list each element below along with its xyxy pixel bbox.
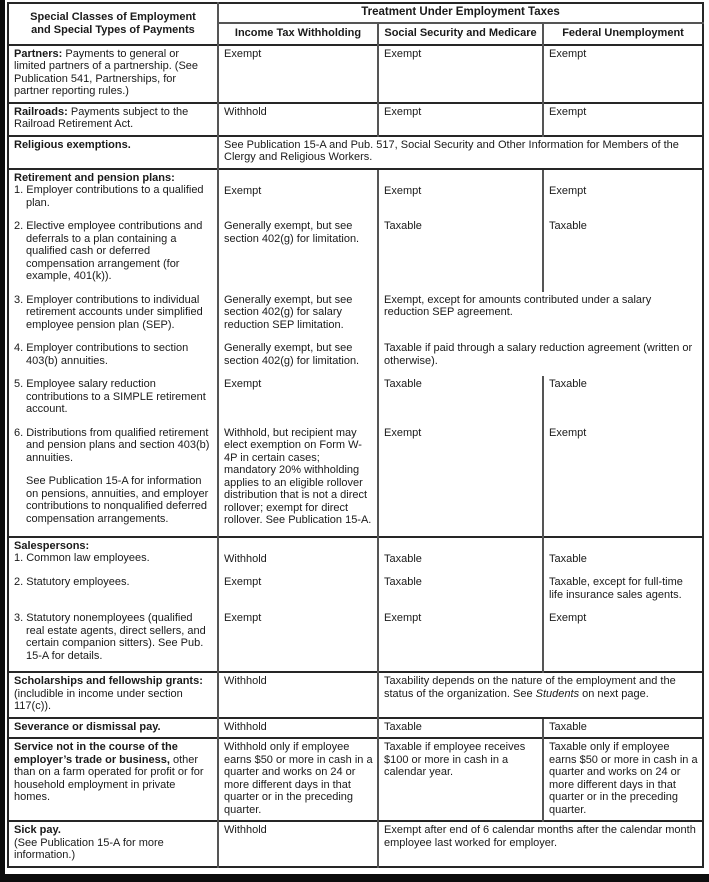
treatment-cell bbox=[378, 574, 543, 610]
cell-paragraph bbox=[224, 48, 373, 61]
treatment-cell bbox=[378, 718, 543, 739]
table-row-partners bbox=[8, 45, 703, 103]
cell-paragraph bbox=[549, 612, 698, 625]
text: Exempt bbox=[549, 184, 587, 197]
cell-paragraph bbox=[384, 378, 538, 391]
text: 3. Employer contributions to individual retirement accounts under simplified employee pension plan (SEP). bbox=[14, 293, 203, 331]
bold-text: Scholarships and fellowship grants: bbox=[14, 675, 203, 687]
treatment-cell bbox=[218, 292, 378, 341]
cell-paragraph bbox=[384, 612, 538, 625]
cell-paragraph bbox=[224, 106, 373, 119]
text: Taxable bbox=[384, 576, 422, 588]
cell-paragraph bbox=[224, 576, 373, 589]
treatment-cell bbox=[378, 610, 543, 672]
text: 2. Elective employee contributions and deferrals to a plan containing a qualified cash or deferred compensation arrangement (for example, 401(k)). bbox=[14, 220, 203, 282]
text: Withhold bbox=[224, 720, 267, 733]
treatment-cell bbox=[218, 376, 378, 425]
text: Withhold, but recipient may elect exemption on Form W-4P in certain cases; mandatory 20% withholding applies to an eligible rollover distribution that is not a direct rollover; exempt for direct rollover. See Publication 15-A. bbox=[224, 426, 372, 526]
treatment-cell bbox=[543, 610, 703, 672]
cell-paragraph bbox=[384, 576, 538, 589]
cell-paragraph bbox=[14, 741, 213, 804]
cell-paragraph bbox=[549, 106, 698, 119]
italic-text: Students bbox=[535, 687, 580, 700]
table-row-retirement-and-pension-plans-1 bbox=[8, 169, 703, 219]
cell-paragraph bbox=[14, 139, 213, 152]
cell-paragraph bbox=[384, 294, 698, 319]
treatment-cell bbox=[378, 537, 543, 575]
corner-header-special-classes: Special Classes of Employment and Special Types of Payments bbox=[30, 10, 196, 36]
text: Exempt bbox=[224, 378, 262, 390]
bold-text: Service not in the course of the employer’s trade or business, bbox=[14, 741, 178, 766]
treatment-cell bbox=[543, 45, 703, 103]
text: Exempt bbox=[224, 576, 262, 588]
text: Exempt bbox=[549, 47, 587, 60]
cell-paragraph bbox=[549, 576, 698, 601]
bold-text: Partners: bbox=[14, 47, 63, 60]
treatment-cell bbox=[378, 169, 543, 219]
cell-paragraph bbox=[14, 48, 213, 98]
cell-paragraph bbox=[224, 721, 373, 734]
text: 1. Common law employees. bbox=[14, 552, 150, 564]
text: Exempt bbox=[224, 184, 262, 197]
column-header-income-tax-withholding: Income Tax Withholding bbox=[218, 23, 378, 45]
cell-paragraph bbox=[14, 184, 213, 209]
cell-paragraph bbox=[384, 741, 538, 779]
treatment-cell bbox=[218, 574, 378, 610]
row-label-cell bbox=[8, 103, 218, 136]
cell-paragraph bbox=[14, 172, 213, 185]
row-label-cell bbox=[8, 821, 218, 867]
treatment-cell bbox=[218, 340, 378, 376]
treatment-cell bbox=[543, 218, 703, 292]
cell-paragraph bbox=[224, 824, 373, 837]
text: Taxable, except for full-time life insurance sales agents. bbox=[549, 576, 683, 601]
cell-paragraph bbox=[384, 721, 538, 734]
treatment-cell bbox=[218, 136, 703, 169]
treatment-cell bbox=[543, 425, 703, 537]
table-row-salespersons-3 bbox=[8, 610, 703, 672]
row-label-cell bbox=[8, 425, 218, 537]
text: 3. Statutory nonemployees (qualified real estate agents, direct sellers, and certain companion sitters). See Pub. 15-A for details. bbox=[14, 612, 206, 662]
treatment-cell bbox=[218, 672, 378, 718]
cell-paragraph bbox=[224, 553, 373, 566]
text: Payments subject to the Railroad Retirement Act. bbox=[14, 105, 189, 130]
cell-paragraph bbox=[384, 106, 538, 119]
cell-paragraph bbox=[549, 553, 698, 566]
row-label-cell bbox=[8, 340, 218, 376]
text: other than on a farm operated for profit or for household employment in private homes. bbox=[14, 753, 204, 803]
cell-paragraph bbox=[549, 220, 698, 233]
cell-paragraph bbox=[224, 220, 373, 245]
treatment-cell bbox=[218, 610, 378, 672]
column-header-social-security-medicare: Social Security and Medicare bbox=[378, 23, 543, 45]
cell-paragraph bbox=[384, 342, 698, 367]
row-label-cell bbox=[8, 45, 218, 103]
table-row-railroads bbox=[8, 103, 703, 136]
text: 4. Employer contributions to section 403(b) annuities. bbox=[14, 342, 189, 367]
table-body bbox=[8, 45, 703, 867]
table-row-salespersons-2 bbox=[8, 574, 703, 610]
treatment-cell bbox=[378, 425, 543, 537]
text: Taxability depends on the nature of the employment and the status of the organization. See bbox=[384, 675, 676, 700]
text: 2. Statutory employees. bbox=[14, 576, 130, 588]
cell-paragraph bbox=[224, 139, 698, 164]
treatment-cell bbox=[378, 103, 543, 136]
table-row-retirement-and-pension-plans-6 bbox=[8, 425, 703, 537]
table-header-row-group bbox=[8, 3, 703, 23]
text: (See Publication 15-A for more information.) bbox=[14, 836, 164, 861]
table-row-service-not-in-course-of-business bbox=[8, 738, 703, 821]
treatment-cell bbox=[543, 376, 703, 425]
text: Taxable bbox=[384, 552, 422, 565]
table-row-religious-exemptions bbox=[8, 136, 703, 169]
row-label-cell bbox=[8, 718, 218, 739]
text: Taxable only if employee earns $50 or more in cash in a quarter and works on 24 or more different days in that quarter or in the preceding quarter. bbox=[549, 741, 698, 816]
row-label-cell bbox=[8, 672, 218, 718]
cell-paragraph bbox=[384, 220, 538, 233]
text: Exempt bbox=[384, 612, 422, 624]
cell-paragraph bbox=[384, 185, 538, 198]
column-header-federal-unemployment: Federal Unemployment bbox=[543, 23, 703, 45]
cell-paragraph bbox=[14, 106, 213, 131]
table-row-retirement-and-pension-plans-3 bbox=[8, 292, 703, 341]
cell-paragraph bbox=[384, 675, 698, 700]
text: Exempt bbox=[384, 47, 422, 60]
treatment-cell bbox=[543, 537, 703, 575]
text: Taxable if employee receives $100 or more in cash in a calendar year. bbox=[384, 741, 526, 778]
text: Withhold bbox=[224, 552, 267, 565]
cell-paragraph bbox=[14, 576, 213, 589]
treatment-cell bbox=[378, 738, 543, 821]
treatment-cell bbox=[378, 292, 703, 341]
cell-paragraph bbox=[224, 675, 373, 688]
cell-paragraph bbox=[14, 427, 213, 465]
cell-paragraph bbox=[384, 427, 538, 440]
table-row-retirement-and-pension-plans-4 bbox=[8, 340, 703, 376]
treatment-cell bbox=[378, 340, 703, 376]
page-edge-left-bar bbox=[0, 0, 5, 882]
text: Withhold only if employee earns $50 or more in cash in a quarter and works on 24 or more different days in that quarter or in the preceding quarter. bbox=[224, 741, 373, 816]
text: Taxable if paid through a salary reduction agreement (written or otherwise). bbox=[384, 342, 693, 367]
text: Exempt, except for amounts contributed under a salary reduction SEP agreement. bbox=[384, 293, 652, 318]
text: Exempt bbox=[549, 105, 587, 118]
text: (includible in income under section 117(c)). bbox=[14, 687, 183, 712]
cell-paragraph bbox=[14, 294, 213, 332]
bold-text: Religious exemptions. bbox=[14, 138, 131, 151]
text: Generally exempt, but see section 402(g) for limitation. bbox=[224, 342, 360, 367]
cell-paragraph bbox=[224, 185, 373, 198]
text: Generally exempt, but see section 402(g) for limitation. bbox=[224, 220, 360, 245]
text: Taxable bbox=[549, 552, 587, 565]
treatment-cell bbox=[218, 738, 378, 821]
row-label-cell bbox=[8, 292, 218, 341]
row-label-cell bbox=[8, 574, 218, 610]
cell-paragraph bbox=[384, 553, 538, 566]
text: Generally exempt, but see section 402(g) for salary reduction SEP limitation. bbox=[224, 293, 353, 331]
text: Exempt bbox=[384, 105, 422, 118]
cell-paragraph bbox=[14, 612, 213, 662]
bold-text: Sick pay. bbox=[14, 824, 61, 836]
cell-paragraph bbox=[224, 294, 373, 332]
cell-paragraph bbox=[549, 185, 698, 198]
text: Exempt bbox=[549, 612, 587, 624]
text: Exempt bbox=[384, 426, 422, 439]
text: Taxable bbox=[549, 220, 587, 232]
treatment-cell bbox=[218, 218, 378, 292]
table-row-scholarships-and-fellowship-grants bbox=[8, 672, 703, 718]
text: See Publication 15-A and Pub. 517, Social Security and Other Information for Members of the Clergy and Religious Workers. bbox=[224, 138, 679, 163]
text: Taxable bbox=[384, 378, 422, 390]
bold-text: Salespersons: bbox=[14, 539, 90, 552]
treatment-cell bbox=[218, 821, 378, 867]
treatment-cell bbox=[378, 376, 543, 425]
cell-paragraph bbox=[224, 378, 373, 391]
text: Taxable bbox=[384, 720, 422, 733]
bold-text: Railroads: bbox=[14, 105, 68, 118]
row-label-cell bbox=[8, 610, 218, 672]
cell-paragraph bbox=[14, 721, 213, 734]
row-label-cell bbox=[8, 376, 218, 425]
text: Exempt bbox=[224, 612, 262, 624]
cell-paragraph bbox=[14, 540, 213, 553]
row-label-cell bbox=[8, 537, 218, 575]
text: Withhold bbox=[224, 675, 267, 687]
table-row-salespersons-1 bbox=[8, 537, 703, 575]
text: Withhold bbox=[224, 105, 267, 118]
row-label-cell bbox=[8, 738, 218, 821]
page-edge-bottom-bar bbox=[0, 874, 709, 882]
bold-text: Retirement and pension plans: bbox=[14, 171, 175, 184]
cell-paragraph bbox=[224, 427, 373, 527]
text: Taxable bbox=[384, 220, 422, 232]
cell-paragraph bbox=[384, 824, 698, 849]
cell-paragraph bbox=[14, 475, 213, 525]
text: on next page. bbox=[579, 687, 649, 700]
treatment-cell bbox=[378, 45, 543, 103]
text: Payments to general or limited partners of a partnership. (See Publication 541, Partnerships, for partner reporting rules.) bbox=[14, 47, 199, 97]
cell-paragraph bbox=[384, 48, 538, 61]
cell-paragraph bbox=[14, 675, 213, 688]
text: Exempt bbox=[384, 184, 422, 197]
employment-tax-treatment-table bbox=[7, 2, 704, 868]
treatment-cell bbox=[218, 45, 378, 103]
table-row-severance-or-dismissal-pay bbox=[8, 718, 703, 739]
text: 6. Distributions from qualified retirement and pension plans and section 403(b) annuities. bbox=[14, 426, 210, 464]
cell-paragraph bbox=[549, 48, 698, 61]
text: 1. Employer contributions to a qualified plan. bbox=[14, 184, 204, 209]
group-header-treatment: Treatment Under Employment Taxes bbox=[218, 3, 703, 23]
row-label-cell bbox=[8, 136, 218, 169]
cell-paragraph bbox=[14, 824, 213, 837]
cell-paragraph bbox=[224, 741, 373, 816]
table-row-retirement-and-pension-plans-2 bbox=[8, 218, 703, 292]
cell-paragraph bbox=[549, 427, 698, 440]
treatment-cell bbox=[218, 103, 378, 136]
cell-paragraph bbox=[14, 342, 213, 367]
table-row-sick-pay bbox=[8, 821, 703, 867]
cell-paragraph bbox=[549, 378, 698, 391]
cell-paragraph bbox=[14, 552, 213, 565]
treatment-cell bbox=[218, 718, 378, 739]
cell-paragraph bbox=[14, 837, 213, 862]
row-label-cell bbox=[8, 169, 218, 219]
text: Taxable bbox=[549, 378, 587, 390]
treatment-cell bbox=[543, 718, 703, 739]
text: Exempt bbox=[549, 426, 587, 439]
treatment-cell bbox=[543, 738, 703, 821]
text: Taxable bbox=[549, 720, 587, 733]
cell-paragraph bbox=[224, 342, 373, 367]
text: Withhold bbox=[224, 824, 267, 836]
cell-paragraph bbox=[549, 721, 698, 734]
text: See Publication 15-A for information on pensions, annuities, and employer contributions to nonqualified deferred compensation arrangements. bbox=[26, 475, 209, 525]
treatment-cell bbox=[218, 425, 378, 537]
text: Exempt after end of 6 calendar months after the calendar month employee last worked for employer. bbox=[384, 824, 696, 849]
cell-paragraph bbox=[549, 741, 698, 816]
treatment-cell bbox=[218, 537, 378, 575]
cell-paragraph bbox=[14, 220, 213, 283]
cell-paragraph bbox=[14, 378, 213, 416]
text: 5. Employee salary reduction contributions to a SIMPLE retirement account. bbox=[14, 378, 206, 415]
table-row-retirement-and-pension-plans-5 bbox=[8, 376, 703, 425]
treatment-cell bbox=[543, 103, 703, 136]
text: Exempt bbox=[224, 47, 262, 60]
cell-paragraph bbox=[14, 688, 213, 713]
treatment-cell bbox=[378, 672, 703, 718]
treatment-cell bbox=[543, 574, 703, 610]
treatment-cell bbox=[218, 169, 378, 219]
bold-text: Severance or dismissal pay. bbox=[14, 720, 161, 733]
row-label-cell bbox=[8, 218, 218, 292]
cell-paragraph bbox=[224, 612, 373, 625]
treatment-cell bbox=[378, 218, 543, 292]
treatment-cell bbox=[543, 169, 703, 219]
treatment-cell bbox=[378, 821, 703, 867]
